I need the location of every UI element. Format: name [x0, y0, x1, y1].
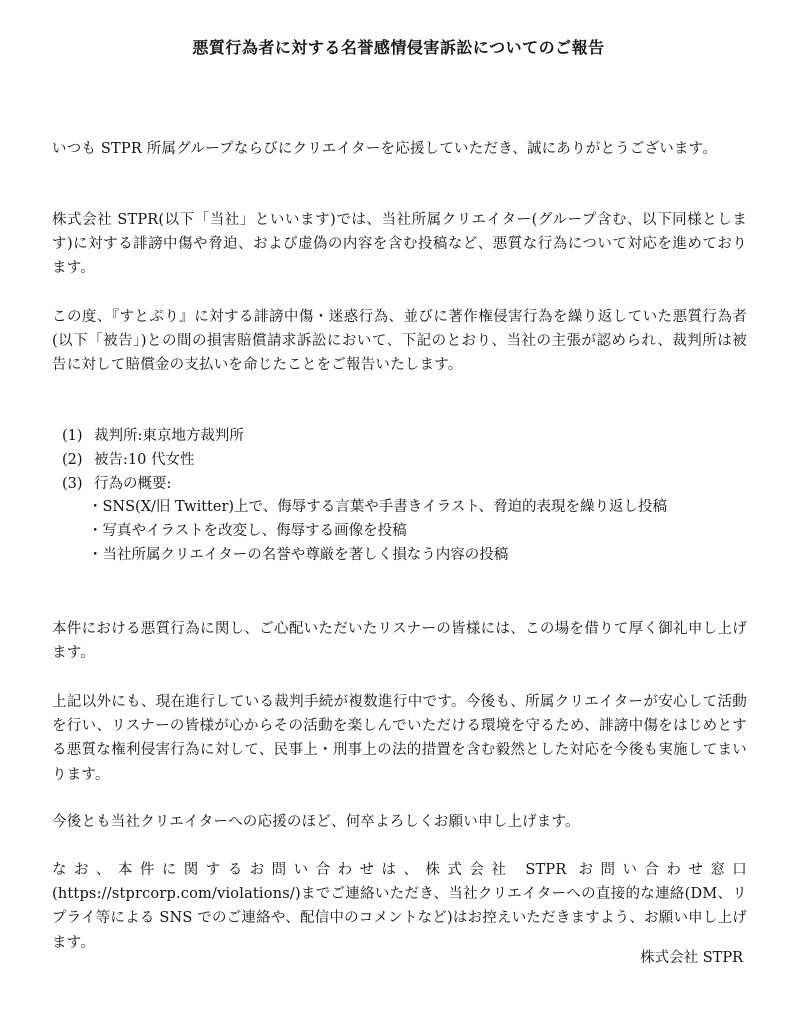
thanks-paragraph: 本件における悪質行為に関し、ご心配いただいたリスナーの皆様には、この場を借りて厚く御礼申し上げます。 [52, 621, 747, 662]
document-title: 悪質行為者に対する名誉感情侵害訴訟についてのご報告 [192, 38, 605, 57]
report-paragraph: この度、『すとぷり』に対する誹謗中傷・迷惑行為、並びに著作権侵害行為を繰り返していた悪質行為者(以下「被告」)との間の損害賠償請求訴訟において、下記のとおり、当社の主張が認められ、裁判所は被告に対して賠償金の支払いを命じたことをご報告いたします。 [52, 309, 747, 374]
detail-number: (3) [62, 475, 83, 492]
contact-paragraph: なお、本件に関するお問い合わせは、株式会社 STPR お問い合わせ窓口(https://stprcorp.com/violations/)までご連絡いただき、当社クリエイターへの直接的な連絡(DM、リプライ等による SNS でのご連絡や、配信中のコメントなど)はお控えいただきますよう、お願い申し上げます。 [52, 862, 747, 951]
detail-number: (2) [62, 451, 83, 468]
detail-conduct [62, 473, 752, 568]
detail-text: 行為の概要: [94, 475, 172, 492]
detail-text: 被告:10 代女性 [94, 451, 195, 468]
company-signature: 株式会社 STPR [640, 950, 743, 966]
closing-paragraph: 今後とも当社クリエイターへの応援のほど、何卒よろしくお願い申し上げます。 [52, 814, 580, 830]
intro-paragraph: 株式会社 STPR(以下「当社」といいます)では、当社所属クリエイター(グループ含む、以下同様とします)に対する誹謗中傷や脅迫、および虚偽の内容を含む投稿など、悪質な行為について対応を進めております。 [52, 212, 747, 277]
conduct-item: ・ SNS(X/旧 Twitter)上で、侮辱する言葉や手書きイラスト、脅迫的表現を繰り返し投稿 [88, 496, 752, 520]
case-details-list [62, 425, 752, 568]
conduct-item: ・ 写真やイラストを改変し、侮辱する画像を投稿 [88, 520, 752, 544]
ongoing-paragraph: 上記以外にも、現在進行している裁判手続が複数進行中です。今後も、所属クリエイターが安心して活動を行い、リスナーの皆様が心からその活動を楽しんでいただける環境を守るため、誹謗中傷をはじめとする悪質な権利侵害行為に対して、民事上・刑事上の法的措置を含む毅然とした対応を今後も実施してまいります。 [52, 694, 747, 783]
detail-text: 裁判所:東京地方裁判所 [94, 428, 244, 444]
conduct-items [62, 496, 752, 567]
detail-number: (1) [62, 428, 83, 444]
greeting-paragraph: いつも STPR 所属グループならびにクリエイターを応援していただき、誠にありがとうございます。 [52, 141, 717, 157]
detail-defendant [62, 449, 752, 473]
conduct-item: ・ 当社所属クリエイターの名誉や尊厳を著しく損なう内容の投稿 [88, 544, 752, 568]
detail-court [62, 425, 752, 449]
